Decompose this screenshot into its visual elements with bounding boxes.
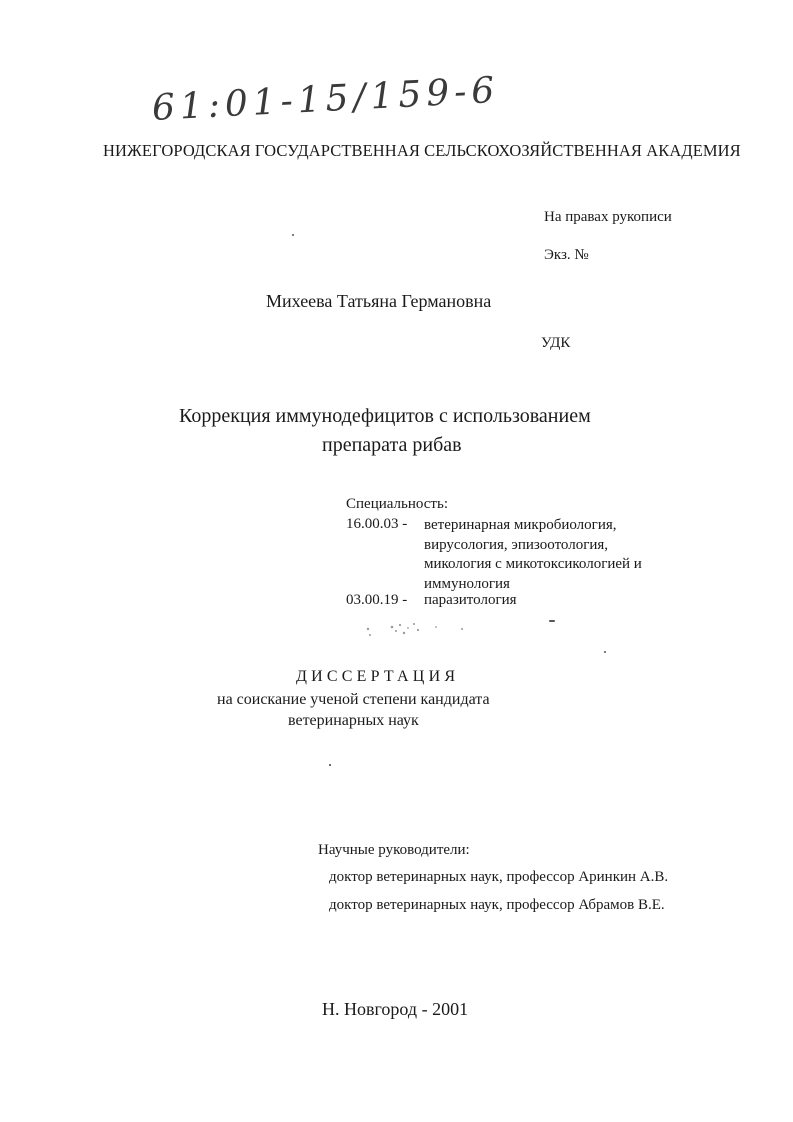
copy-number: Экз. № xyxy=(544,247,589,263)
specialty-name-line: вирусология, эпизоотология, xyxy=(424,536,609,553)
specialty-label: Специальность: xyxy=(346,496,448,512)
handwritten-catalog-number: 61:01-15/159-6 xyxy=(150,69,501,129)
specialty-name-line: иммунология xyxy=(424,575,510,592)
rights-note: На правах рукописи xyxy=(544,209,672,225)
dissertation-title-line-2: препарата рибав xyxy=(322,434,462,456)
specialty-name-line: паразитология xyxy=(424,592,517,608)
scan-speck xyxy=(329,764,331,766)
author-name: Михеева Татьяна Германовна xyxy=(266,291,492,311)
dissertation-heading: ДИССЕРТАЦИЯ xyxy=(296,668,460,685)
dissertation-field-line: ветеринарных наук xyxy=(288,712,419,729)
specialty-code: 16.00.03 - xyxy=(346,516,408,532)
dissertation-degree-line: на соискание ученой степени кандидата xyxy=(217,691,490,708)
udk-label: УДК xyxy=(541,335,571,351)
specialty-code: 03.00.19 - xyxy=(346,592,408,608)
institution-name: НИЖЕГОРОДСКАЯ ГОСУДАРСТВЕННАЯ СЕЛЬСКОХОЗЯЙСТВЕННАЯ АКАДЕМИЯ xyxy=(103,141,741,160)
scan-speck xyxy=(549,620,555,622)
specialty-name xyxy=(424,516,642,594)
specialty-name-line: ветеринарная микробиология, xyxy=(424,517,617,533)
city-and-year: Н. Новгород - 2001 xyxy=(322,999,469,1019)
scan-speck xyxy=(292,234,294,236)
specialty-name-line: микология с микотоксикологией и xyxy=(424,556,642,572)
supervisors-label: Научные руководители: xyxy=(318,842,470,858)
scan-speck xyxy=(604,651,606,653)
faint-stamp-mark xyxy=(362,615,472,643)
supervisor-entry: доктор ветеринарных наук, профессор Абрамов В.Е. xyxy=(329,897,665,913)
dissertation-title-line-1: Коррекция иммунодефицитов с использованием xyxy=(179,405,591,427)
supervisor-entry: доктор ветеринарных наук, профессор Аринкин А.В. xyxy=(329,869,669,885)
